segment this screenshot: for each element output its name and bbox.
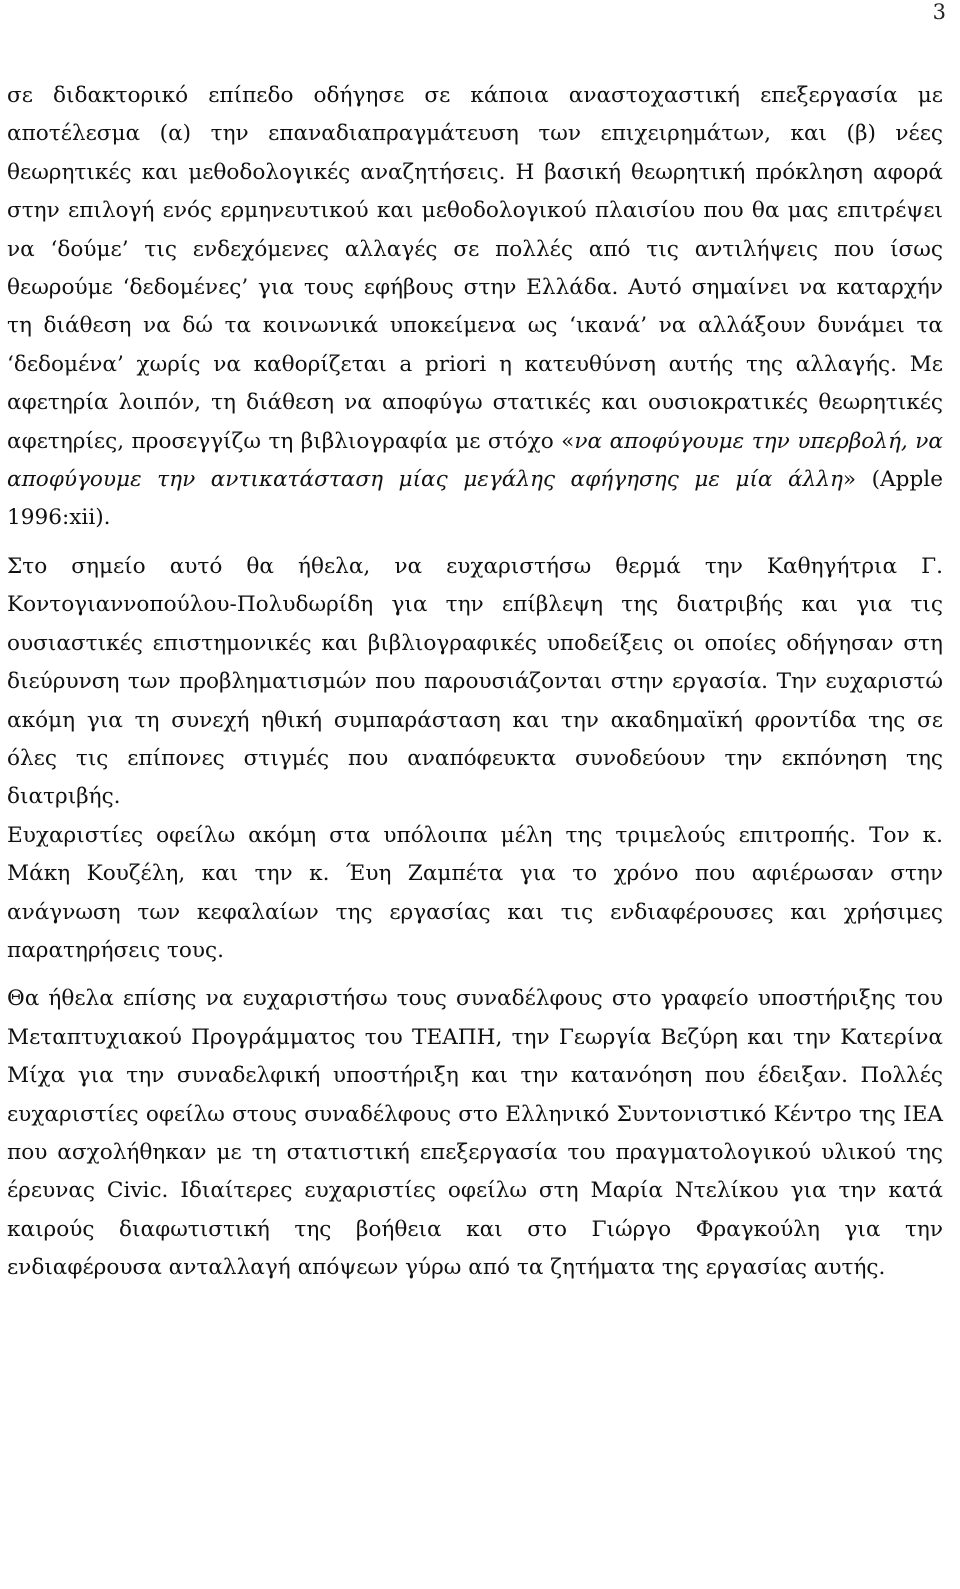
paragraph-acknowledgment-committee	[7, 817, 943, 971]
quotation-italic: να αποφύγουμε την υπερβολή, να αποφύγουμε την αντικατάσταση μίας μεγάλης αφήγησης με μία άλλη	[7, 428, 943, 493]
page-number: 3	[932, 0, 946, 24]
paragraph-text: Ευχαριστίες οφείλω ακόμη στα υπόλοιπα μέλη της τριμελούς επιτροπής. Τον κ. Μάκη Κουζέλη, και την κ. Έυη Ζαμπέτα για το χρόνο που αφιέρωσαν στην ανάγνωση των κεφαλαίων της εργασίας και τις ενδιαφέρουσες και χρήσιμες παρατηρήσεις τους.	[7, 822, 943, 963]
citation-text: » (Apple 1996:xii).	[7, 467, 943, 531]
paragraph-text: Θα ήθελα επίσης να ευχαριστήσω τους συναδέλφους στο γραφείο υποστήριξης του Μεταπτυχιακού Προγράμματος του ΤΕΑΠΗ, την Γεωργία Βεζύρη και την Κατερίνα Μίχα για την συναδελφική υποστήριξη και την κατανόηση που έδειξαν. Πολλές ευχαριστίες οφείλω στους συναδέλφους στο Ελληνικό Συντονιστικό Κέντρο της IEA που ασχολήθηκαν με τη στατιστική επεξεργασία του πραγματολογικού υλικού της έρευνας Civic. Ιδιαίτερες ευχαριστίες οφείλω στη Μαρία Ντελίκου για την κατά καιρούς διαφωτιστική της βοήθεια και στο Γιώργο Φραγκούλη για την ενδιαφέρουσα ανταλλαγή απόψεων γύρω από τα ζητήματα της εργασίας αυτής.	[7, 986, 943, 1281]
paragraph-text: Στο σημείο αυτό θα ήθελα, να ευχαριστήσω θερμά την Καθηγήτρια Γ. Κοντογιαννοπούλου-Πολυδωρίδη για την επίβλεψη της διατριβής και για τις ουσιαστικές επιστημονικές και βιβλιογραφικές υποδείξεις οι οποίες οδήγησαν στη διεύρυνση των προβληματισμών που παρουσιάζονται στην εργασία. Την ευχαριστώ ακόμη για τη συνεχή ηθική συμπαράσταση και την ακαδημαϊκή φροντίδα της σε όλες τις επίπονες στιγμές που αναπόφευκτα συνοδεύουν την εκπόνηση της διατριβής.	[7, 553, 943, 810]
paragraph-text: σε διδακτορικό επίπεδο οδήγησε σε κάποια αναστοχαστική επεξεργασία με αποτέλεσμα (α) την επαναδιαπραγμάτευση των επιχειρημάτων, και (β) νέες θεωρητικές και μεθοδολογικές αναζητήσεις. Η βασική θεωρητική πρόκληση αφορά στην επιλογή ενός ερμηνευτικού και μεθοδολογικού πλαισίου που θα μας επιτρέψει να ‘δούμε’ τις ενδεχόμενες αλλαγές σε πολλές από τις αντιλήψεις που ίσως θεωρούμε ‘δεδομένες’ για τους εφήβους στην Ελλάδα. Αυτό σημαίνει να καταρχήν τη διάθεση να δώ τα κοινωνικά υποκείμενα ως ‘ικανά’ να αλλάξουν δυνάμει τα ‘δεδομένα’ χωρίς να καθορίζεται a priori η κατευθύνση αυτής της αλλαγής. Με αφετηρία λοιπόν, τη διάθεση να αποφύγω στατικές και ουσιοκρατικές θεωρητικές αφετηρίες, προσεγγίζω τη βιβλιογραφία με στόχο «	[7, 83, 943, 454]
paragraph-intro	[7, 77, 943, 538]
paragraph-acknowledgment-colleagues	[7, 980, 943, 1287]
body-text	[7, 77, 943, 1288]
paragraph-acknowledgment-supervisor	[7, 548, 943, 817]
